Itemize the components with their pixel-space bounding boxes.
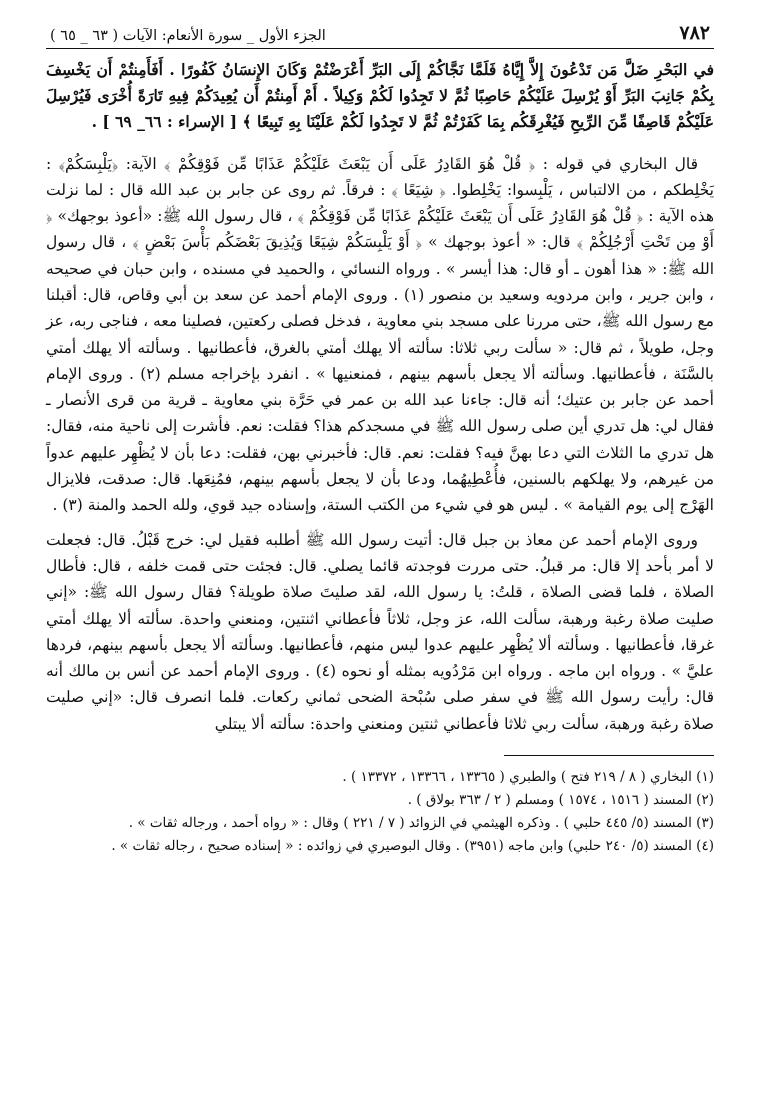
footnote-2: (٢) المسند ( ١٥١٦ ، ١٥٧٤ ) ومسلم ( ٢ / ٣٦٣ بولاق ) .: [407, 792, 714, 809]
body-paragraph-2: وروى الإمام أحمد عن معاذ بن جبل قال: أتيت رسول الله ﷺ أطلبه فقيل لي: خرج قَبْلُ. قال: فجعلت لا أمر بأحد إلا قال: مر قبلُ. حتى مررت فوجدته قائما يصلي. قال: فجئت حتى قمت خلفه ، قال: فأطال الصلاة ، فلما قضى الصلاة ، قلتُ: يا رسول الله، لقد صليتَ صلاة طويلة؟ فقال رسول الله ﷺ: «إني صليت صلاة رغبة ورهبة، سألت الله، عز وجل، ثلاثاً فأعطاني اثنتين، ومنعني واحدة. سألته ألا يهلك أمتي غرقا، فأعطانيها . وسألته ألا يُظْهِر عليهم عدوا ليس منهم، فأعطانيها. وسألته ألا يجعل بأسهم بينهم، فردها عليَّ » . ورواه ابن ماجه . ورواه ابن مَرْدُويه بمثله أو نحوه (٤) . وروى الإمام أحمد عن أنس بن مالك أنه قال: رأيت رسول الله ﷺ في سفر صلى سُبْحة الضحى ثماني ركعات. فلما انصرف قال: «إني صليت صلاة رغبة ورهبة، سألت ربي ثلاثا فأعطاني ثنتين ومنعني واحدة: سألته ألا يبتلي: [46, 530, 714, 733]
footnotes: [46, 766, 714, 858]
footnote-1: (١) البخاري ( ٨ / ٢١٩ فتح ) والطبري ( ١٣٣٦٥ ، ١٣٣٦٦ ، ١٣٣٧٢ ) .: [342, 769, 714, 786]
footnote-3: (٣) المسند (٥/ ٤٤٥ حلبي ) . وذكره الهيثمي في الزوائد ( ٧ / ٢٢١ ) وقال : « رواه أحمد ، ورجاله ثقات » .: [128, 815, 714, 832]
footnote-4: (٤) المسند (٥/ ٢٤٠ حلبي) وابن ماجه (٣٩٥١) . وقال البوصيري في زوائده : « إسناده صحيح ، رجاله ثقات » .: [111, 838, 714, 855]
page-number: ٧٨٢: [679, 22, 710, 44]
footnote-divider: [504, 755, 714, 756]
running-header: [46, 18, 714, 49]
body-paragraph-1: قال البخاري في قوله : ﴿ قُلْ هُوَ القَادِرُ عَلَى أَن يَبْعَثَ عَلَيْكُمْ عَذَابًا مِّن فَوْقِكُمْ ﴾ الآية: ﴿يَلْبِسَكُمْ﴾ : يَخْلِطكم ، من الالتباس ، يَلْبِسوا: يَخْلِطوا. ﴿ شِيَعًا ﴾ : فرقاً. ثم روى عن جابر بن عبد الله قال : لما نزلت هذه الآية : ﴿ قُلْ هُوَ القَادِرُ عَلَى أَن يَبْعَثَ عَلَيْكُمْ عَذَابًا مِّن فَوْقِكُمْ ﴾ ، قال رسول الله ﷺ: «أعوذ بوجهك» ﴿ أَوْ مِن تَحْتِ أَرْجُلِكُمْ ﴾ قال: « أعوذ بوجهك » ﴿ أَوْ يَلْبِسَكُمْ شِيَعًا وَيُذِيقَ بَعْضَكُم بَأْسَ بَعْضٍ ﴾ ، قال رسول الله ﷺ: « هذا أهون ـ أو قال: هذا أيسر » . ورواه النسائي ، والحميد في مسنده ، وابن حبان في صحيحه ، وابن جرير ، وابن مردويه وسعيد بن منصور (١) . وروى الإمام أحمد عن سعد بن أبي وقاص، قال: أقبلنا مع رسول الله ﷺ، حتى مررنا على مسجد بني معاوية ، فدخل فصلى ركعتين، فصلينا معه ، فناجى ربه، عز وجل، طويلاً ، ثم قال: « سألت ربي ثلاثا: سألته ألا يهلك أمتي بالغرق، فأعطانيها . وسألته ألا يهلك أمتي بالسَّنَة ، فأعطانيها. وسألته ألا يجعل بأسهم بينهم ، فمنعنيها » . انفرد بإخراجه مسلم (٢) . وروى الإمام أحمد عن جابر بن عتيك؛ أنه قال: جاءنا عبد الله بن عمر في حَرَّة بني معاوية ـ قرية من قرى الأنصار ـ فقال لي: هل تدري أين صلى رسول الله ﷺ في مسجدكم هذا؟ فقلت: نعم. فأشرت إلى ناحية منه، فقال: هل تدري ما الثلاث التي دعا بهنَّ فيه؟ فقلت: نعم. قال: فأخبرني بهن، فقلت: دعا بأن لا يُظْهِر عليهم عدواً من غيرهم، ولا يهلكهم بالسنين، فأُعْطِيهُما، ودعا بأن لا يجعل بأسهم بينهم، فمُنِعَها. قال: صدقت، فلايزال الهَرْج إلى يوم القيامة » . ليس هو في شيء من الكتب الستة، وإسناده جيد قوي، ولله الحمد والمنة (٣) .: [46, 154, 714, 515]
header-title: الجزء الأول _ سورة الأنعام: الآيات ( ٦٣ _ ٦٥ ): [50, 28, 326, 44]
quran-verses: في البَحْرِ ضَلَّ مَن تَدْعُونَ إِلاَّ إِيَّاهُ فَلَمَّا نَجَّاكُمْ إِلَى البَرِّ أَعْرَضْتُمْ وَكَانَ الإِنسَانُ كَفُورًا . أَفَأَمِنتُمْ أَن يَخْسِفَ بِكُمْ جَانِبَ البَرِّ أَوْ يُرْسِلَ عَلَيْكُمْ حَاصِبًا ثُمَّ لا تَجِدُوا لَكُمْ وَكِيلاً . أَمْ أَمِنتُمْ أَن يُعِيدَكُمْ فِيهِ تَارَةً أُخْرَى فَيُرْسِلَ عَلَيْكُمْ قَاصِفًا مِّنَ الرِّيحِ فَيُغْرِقَكُم بِمَا كَفَرْتُمْ ثُمَّ لا تَجِدُوا لَكُمْ عَلَيْنَا بِهِ تَبِيعًا ﴾ [ الإسراء : ٦٦_ ٦٩ ] .: [46, 60, 714, 131]
book-page: [46, 18, 714, 858]
